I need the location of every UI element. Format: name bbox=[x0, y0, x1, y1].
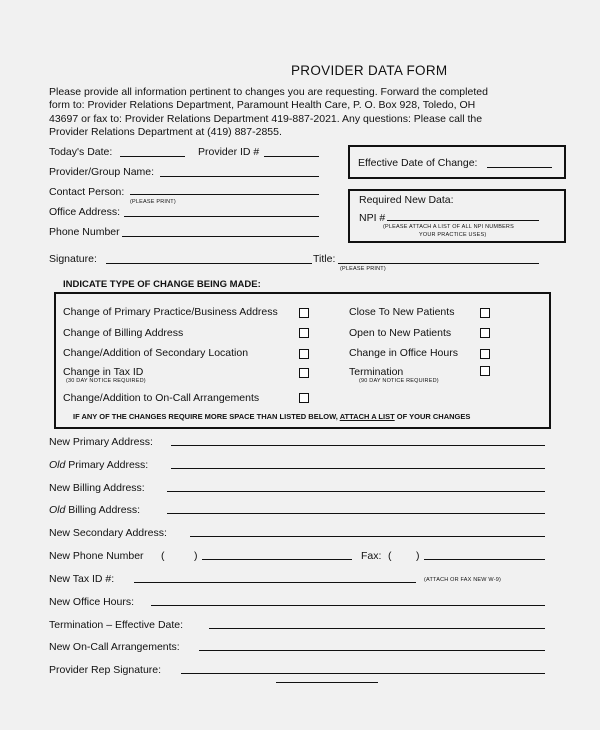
footer-text-before: IF ANY OF THE CHANGES REQUIRE MORE SPACE THAN LISTED BELOW, bbox=[73, 412, 340, 421]
signature-date-line[interactable] bbox=[276, 682, 378, 683]
option-open-new-patients-label: Open to New Patients bbox=[349, 327, 452, 339]
option-tax-id-checkbox[interactable] bbox=[299, 368, 309, 378]
new-primary-address-field[interactable] bbox=[171, 445, 545, 446]
todays-date-label: Today's Date: bbox=[49, 146, 113, 158]
option-close-new-patients-checkbox[interactable] bbox=[480, 308, 490, 318]
intro-line: Provider Relations Department at (419) 887-2855. bbox=[49, 125, 282, 138]
new-phone-number-field[interactable] bbox=[202, 559, 352, 560]
phone-number-field[interactable] bbox=[122, 236, 319, 237]
provider-id-label: Provider ID # bbox=[198, 146, 260, 158]
please-print-note: (PLEASE PRINT) bbox=[130, 199, 176, 205]
option-on-call-label: Change/Addition to On-Call Arrangements bbox=[63, 392, 260, 404]
provider-group-name-field[interactable] bbox=[160, 176, 319, 177]
change-type-box bbox=[54, 292, 551, 429]
option-open-new-patients-checkbox[interactable] bbox=[480, 328, 490, 338]
fax-paren-open: ( bbox=[388, 550, 392, 562]
old-primary-address-label bbox=[49, 459, 148, 471]
old-word: Old bbox=[49, 459, 66, 471]
fax-paren-close: ) bbox=[416, 550, 420, 562]
option-tax-id-label: Change in Tax ID bbox=[63, 366, 144, 378]
contact-person-field[interactable] bbox=[130, 194, 319, 195]
old-billing-address-rest: Billing Address: bbox=[65, 504, 141, 516]
npi-field[interactable] bbox=[387, 220, 539, 221]
attach-list-text: ATTACH A LIST bbox=[339, 412, 395, 421]
attach-w9-note: (ATTACH OR FAX NEW W-9) bbox=[424, 577, 502, 583]
effective-date-field[interactable] bbox=[487, 167, 552, 168]
option-office-hours-label: Change in Office Hours bbox=[349, 347, 458, 359]
new-phone-number-label: New Phone Number bbox=[49, 550, 144, 562]
intro-line: form to: Provider Relations Department, Paramount Health Care, P. O. Box 928, Toledo, OH bbox=[49, 99, 476, 112]
option-termination-checkbox[interactable] bbox=[480, 366, 490, 376]
provider-id-field[interactable] bbox=[264, 156, 319, 157]
office-address-label: Office Address: bbox=[49, 206, 121, 218]
option-termination-label: Termination bbox=[349, 366, 404, 378]
todays-date-field[interactable] bbox=[120, 156, 185, 157]
npi-label: NPI # bbox=[359, 212, 386, 224]
provider-rep-signature-field[interactable] bbox=[181, 673, 545, 674]
option-office-hours-checkbox[interactable] bbox=[480, 349, 490, 359]
new-primary-address-label: New Primary Address: bbox=[49, 436, 153, 448]
fax-field[interactable] bbox=[424, 559, 545, 560]
npi-note-line-2: YOUR PRACTICE USES) bbox=[419, 232, 487, 238]
option-close-new-patients-label: Close To New Patients bbox=[349, 306, 455, 318]
old-primary-address-rest: Primary Address: bbox=[65, 459, 149, 471]
page-title: PROVIDER DATA FORM bbox=[291, 63, 448, 78]
option-secondary-location-label: Change/Addition of Secondary Location bbox=[63, 347, 249, 359]
required-new-data-label: Required New Data: bbox=[359, 194, 454, 206]
required-new-data-box bbox=[348, 189, 566, 243]
signature-field[interactable] bbox=[106, 263, 312, 264]
option-billing-address-label: Change of Billing Address bbox=[63, 327, 184, 339]
please-print-note: (PLEASE PRINT) bbox=[340, 266, 386, 272]
new-on-call-field[interactable] bbox=[199, 650, 545, 651]
new-on-call-label: New On-Call Arrangements: bbox=[49, 641, 180, 653]
intro-paragraph bbox=[49, 86, 569, 139]
new-billing-address-label: New Billing Address: bbox=[49, 482, 145, 494]
old-word: Old bbox=[49, 504, 66, 516]
contact-person-label: Contact Person: bbox=[49, 186, 125, 198]
footer-text-after: OF YOUR CHANGES bbox=[394, 412, 471, 421]
fax-label: Fax: bbox=[361, 550, 382, 562]
npi-note-line-1: (PLEASE ATTACH A LIST OF ALL NPI NUMBERS bbox=[383, 224, 514, 230]
old-primary-address-field[interactable] bbox=[171, 468, 545, 469]
new-secondary-address-field[interactable] bbox=[190, 536, 545, 537]
intro-line: 43697 or fax to: Provider Relations Department 419-887-2021. Any questions: Please call the bbox=[49, 112, 483, 125]
phone-number-label: Phone Number bbox=[49, 226, 120, 238]
office-address-field[interactable] bbox=[124, 216, 319, 217]
signature-label: Signature: bbox=[49, 253, 97, 265]
old-billing-address-label bbox=[49, 504, 140, 516]
phone-paren-open: ( bbox=[161, 550, 165, 562]
new-office-hours-field[interactable] bbox=[151, 605, 545, 606]
phone-paren-close: ) bbox=[194, 550, 198, 562]
new-tax-id-field[interactable] bbox=[134, 582, 416, 583]
effective-date-box bbox=[348, 145, 566, 179]
provider-group-name-label: Provider/Group Name: bbox=[49, 166, 155, 178]
provider-rep-signature-label: Provider Rep Signature: bbox=[49, 664, 162, 676]
new-office-hours-label: New Office Hours: bbox=[49, 596, 134, 608]
tax-id-notice: (30 DAY NOTICE REQUIRED) bbox=[66, 378, 146, 384]
termination-effective-label: Termination – Effective Date: bbox=[49, 619, 184, 631]
option-on-call-checkbox[interactable] bbox=[299, 393, 309, 403]
option-primary-practice-label: Change of Primary Practice/Business Address bbox=[63, 306, 278, 318]
change-type-heading: INDICATE TYPE OF CHANGE BEING MADE: bbox=[63, 279, 261, 290]
new-tax-id-label: New Tax ID #: bbox=[49, 573, 115, 585]
title-field[interactable] bbox=[338, 263, 539, 264]
option-secondary-location-checkbox[interactable] bbox=[299, 349, 309, 359]
intro-line: Please provide all information pertinent to changes you are requesting. Forward the completed bbox=[49, 86, 488, 98]
title-label: Title: bbox=[313, 253, 336, 265]
termination-notice: (90 DAY NOTICE REQUIRED) bbox=[359, 378, 439, 384]
old-billing-address-field[interactable] bbox=[167, 513, 545, 514]
new-billing-address-field[interactable] bbox=[167, 491, 545, 492]
termination-effective-field[interactable] bbox=[209, 628, 545, 629]
new-secondary-address-label: New Secondary Address: bbox=[49, 527, 167, 539]
change-box-footer bbox=[73, 412, 470, 421]
effective-date-label: Effective Date of Change: bbox=[358, 157, 478, 169]
option-billing-address-checkbox[interactable] bbox=[299, 328, 309, 338]
option-primary-practice-checkbox[interactable] bbox=[299, 308, 309, 318]
